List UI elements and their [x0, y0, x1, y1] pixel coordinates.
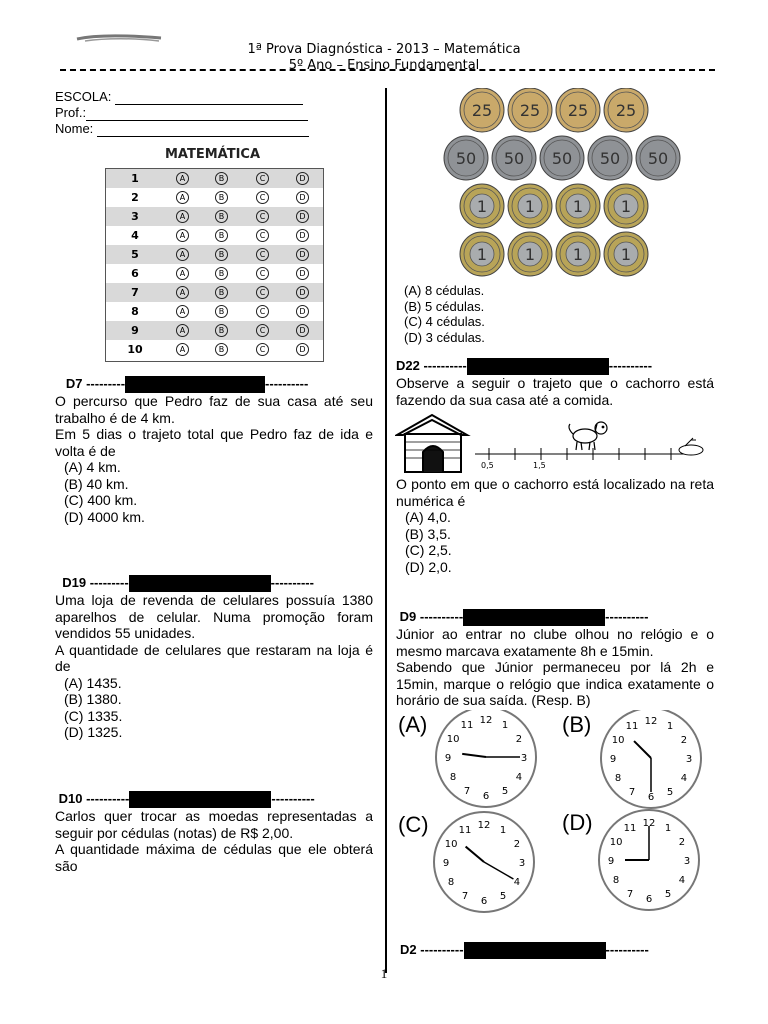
- clock-number: 11: [623, 823, 637, 835]
- option-a[interactable]: (A) 4,0.: [405, 509, 451, 525]
- clock-number: 10: [611, 735, 625, 746]
- question-number: 9: [131, 324, 139, 337]
- coin-icon: [556, 232, 600, 276]
- answer-bubble-c[interactable]: C: [256, 172, 269, 185]
- answer-bubble-d[interactable]: D: [296, 248, 309, 261]
- question-header: D22 ---------- ----------: [396, 358, 714, 375]
- clock-number: 6: [645, 894, 653, 905]
- clock-label: (B): [562, 712, 592, 737]
- option-c[interactable]: (C) 4 cédulas.: [404, 314, 485, 329]
- clock-number: 12: [642, 818, 656, 829]
- clock-number: 9: [444, 753, 452, 764]
- clock-number: 7: [461, 890, 469, 902]
- clock-number: 1: [501, 720, 509, 732]
- question-text: A quantidade máxima de cédulas que ele obterá são: [55, 841, 373, 874]
- clock-number: 2: [515, 734, 523, 745]
- clock-label: (A): [398, 712, 428, 737]
- answer-bubble-c[interactable]: C: [256, 286, 269, 299]
- answer-row: [106, 283, 323, 302]
- answer-bubble-d[interactable]: D: [296, 172, 309, 185]
- coin-value: 50: [647, 149, 669, 168]
- clocks-illustration: [390, 710, 720, 915]
- tick-label: 1,5: [533, 461, 546, 470]
- clock-option-a[interactable]: [398, 710, 536, 807]
- coin-icon: [492, 136, 536, 180]
- answer-bubble-b[interactable]: B: [215, 210, 228, 223]
- option-a[interactable]: (A) 1435.: [64, 674, 122, 691]
- answer-row: [106, 321, 323, 340]
- coin-icon: [604, 184, 648, 228]
- clock-number: 4: [513, 877, 521, 888]
- doghouse-icon: [397, 415, 467, 472]
- clock-number: 12: [477, 820, 491, 831]
- question-header: D10 ---------- ----------: [55, 791, 373, 808]
- answer-bubble-a[interactable]: A: [176, 229, 189, 242]
- question-header: D19 --------- ----------: [55, 575, 373, 592]
- clock-option-d[interactable]: [562, 810, 699, 910]
- coin-value: 1: [620, 245, 632, 264]
- question-number: 8: [131, 305, 139, 318]
- option-c[interactable]: (C) 1335.: [64, 707, 123, 724]
- question-d2: [400, 942, 718, 959]
- answer-row: [106, 302, 323, 321]
- answer-bubble-a[interactable]: A: [176, 343, 189, 356]
- teacher-field[interactable]: Prof.:: [55, 105, 308, 121]
- clock-label: (D): [562, 810, 593, 835]
- answer-bubble-d[interactable]: D: [296, 267, 309, 280]
- answer-bubble-b[interactable]: B: [215, 248, 228, 261]
- coin-icon: [460, 88, 504, 132]
- clock-option-c[interactable]: [398, 812, 534, 912]
- clock-number: 1: [666, 721, 674, 733]
- redaction-bar: [467, 358, 609, 375]
- redaction-bar: [129, 575, 271, 592]
- clock-number: 3: [520, 753, 528, 764]
- answer-sheet-title: MATEMÁTICA: [164, 147, 261, 162]
- coin-value: 50: [455, 149, 477, 168]
- coins-svg: [395, 88, 713, 283]
- question-d10: [55, 791, 373, 874]
- page-number: 1: [380, 966, 388, 981]
- answer-bubble-d[interactable]: D: [296, 286, 309, 299]
- clock-number: 11: [458, 825, 472, 837]
- option-a[interactable]: (A) 8 cédulas.: [404, 283, 485, 298]
- answer-bubble-d[interactable]: D: [296, 343, 309, 356]
- clock-number: 1: [499, 825, 507, 837]
- clock-number: 1: [664, 823, 672, 835]
- dog-icon: [569, 422, 607, 450]
- question-text: Carlos quer trocar as moedas representadas a seguir por cédulas (notas) de R$ 2,00.: [55, 808, 373, 841]
- option-d[interactable]: (D) 1325.: [64, 724, 123, 741]
- exam-title: 1ª Prova Diagnóstica - 2013 – Matemática: [247, 42, 521, 57]
- coin-value: 50: [599, 149, 621, 168]
- coin-icon: [540, 136, 584, 180]
- question-number: 5: [131, 248, 139, 261]
- option-b[interactable]: (B) 3,5.: [405, 525, 451, 542]
- clock-label: (C): [398, 812, 429, 837]
- coin-value: 1: [476, 245, 488, 264]
- answer-bubble-d[interactable]: D: [296, 191, 309, 204]
- question-number: 10: [127, 343, 143, 356]
- clock-number: 8: [447, 877, 455, 888]
- answer-row: [106, 207, 323, 226]
- coin-value: 50: [503, 149, 525, 168]
- clock-number: 11: [625, 721, 639, 733]
- clock-number: 5: [664, 888, 672, 900]
- question-text: O percurso que Pedro faz de sua casa até seu trabalho é de 4 km.: [55, 393, 373, 426]
- coin-value: 1: [572, 245, 584, 264]
- clock-number: 12: [644, 716, 658, 727]
- clock-number: 10: [609, 837, 623, 848]
- question-text: Em 5 dias o trajeto total que Pedro faz de ida e volta é de: [55, 426, 373, 459]
- option-d[interactable]: (D) 3 cédulas.: [404, 329, 485, 345]
- coin-value: 1: [524, 245, 536, 264]
- answer-bubble-b[interactable]: B: [215, 286, 228, 299]
- clock-number: 2: [678, 837, 686, 848]
- option-d[interactable]: (D) 2,0.: [405, 558, 452, 575]
- clock-number: 6: [482, 791, 490, 802]
- answer-bubble-b[interactable]: B: [215, 343, 228, 356]
- clock-option-b[interactable]: [562, 710, 701, 808]
- clock-number: 9: [607, 856, 615, 867]
- answer-bubble-d[interactable]: D: [296, 210, 309, 223]
- question-d10-options: [395, 283, 713, 345]
- answer-bubble-c[interactable]: C: [256, 229, 269, 242]
- coin-value: 25: [471, 101, 493, 120]
- question-number: 1: [131, 172, 139, 185]
- question-text: O ponto em que o cachorro está localizado na reta numérica é: [396, 476, 714, 509]
- answer-bubble-b[interactable]: B: [215, 229, 228, 242]
- clock-number: 10: [444, 839, 458, 850]
- coins-illustration: [395, 88, 713, 283]
- question-header: D7 --------- ----------: [55, 376, 373, 393]
- coin-value: 25: [519, 101, 541, 120]
- school-field[interactable]: ESCOLA:: [55, 89, 303, 105]
- question-number: 2: [131, 191, 139, 204]
- coin-icon: [508, 88, 552, 132]
- question-text: Uma loja de revenda de celulares possuía 1380 aparelhos de celular. Numa promoção foram vendidos 55 unidades.: [55, 592, 373, 642]
- question-d19: [55, 575, 373, 741]
- clock-number: 5: [501, 785, 509, 797]
- coin-value: 1: [524, 197, 536, 216]
- clock-number: 5: [666, 786, 674, 798]
- clock-number: 2: [513, 839, 521, 850]
- answer-bubble-a[interactable]: A: [176, 172, 189, 185]
- coin-icon: [604, 88, 648, 132]
- answer-bubble-b[interactable]: B: [215, 305, 228, 318]
- coin-value: 1: [572, 197, 584, 216]
- answer-bubble-b[interactable]: B: [215, 191, 228, 204]
- clock-number: 10: [446, 734, 460, 745]
- question-d7: [55, 376, 373, 525]
- clock-number: 8: [614, 773, 622, 784]
- clock-number: 4: [515, 772, 523, 783]
- clock-number: 7: [463, 785, 471, 797]
- coin-icon: [460, 184, 504, 228]
- answer-bubble-c[interactable]: C: [256, 210, 269, 223]
- answer-bubble-c[interactable]: C: [256, 191, 269, 204]
- question-d9: [396, 609, 714, 709]
- column-divider: [385, 88, 387, 973]
- coin-icon: [444, 136, 488, 180]
- answer-bubble-c[interactable]: C: [256, 248, 269, 261]
- redaction-bar: [463, 609, 605, 626]
- clock-number: 4: [678, 875, 686, 886]
- answer-row: [106, 188, 323, 207]
- answer-bubble-d[interactable]: D: [296, 324, 309, 337]
- clock-number: 8: [612, 875, 620, 886]
- coin-icon: [460, 232, 504, 276]
- exam-subtitle: 5º Ano – Ensino Fundamental: [288, 58, 480, 73]
- coin-value: 25: [567, 101, 589, 120]
- clock-number: 2: [680, 735, 688, 746]
- answer-bubble-c[interactable]: C: [256, 305, 269, 318]
- name-field[interactable]: Nome:: [55, 121, 309, 137]
- redaction-bar: [464, 942, 606, 959]
- option-d[interactable]: (D) 4000 km.: [64, 508, 145, 525]
- redaction-bar: [125, 376, 265, 393]
- option-a[interactable]: (A) 4 km.: [64, 459, 121, 476]
- number-line-illustration: [395, 410, 713, 475]
- question-text: A quantidade de celulares que restaram na loja é de: [55, 641, 373, 675]
- option-b[interactable]: (B) 1380.: [64, 691, 122, 708]
- clock-number: 4: [680, 773, 688, 784]
- redaction-bar: [129, 791, 271, 808]
- bone-food-icon: [679, 438, 703, 455]
- clock-number: 9: [609, 754, 617, 765]
- coin-icon: [556, 184, 600, 228]
- answer-bubble-d[interactable]: D: [296, 229, 309, 242]
- question-text: Observe a seguir o trajeto que o cachorro está fazendo da sua casa até a comida.: [396, 375, 714, 408]
- clock-number: 7: [626, 888, 634, 900]
- question-text: Júnior ao entrar no clube olhou no relógio e o mesmo marcava exatamente 8h e 15min.: [396, 626, 714, 659]
- question-number: 7: [131, 286, 139, 299]
- question-text: Sabendo que Júnior permaneceu por lá 2h e 15min, marque o relógio que indica exatamente o horário de sua saída. (Resp. B): [396, 659, 714, 709]
- coin-value: 25: [615, 101, 637, 120]
- clock-number: 6: [480, 896, 488, 907]
- answer-row: [106, 169, 323, 188]
- answer-bubble-a[interactable]: A: [176, 267, 189, 280]
- question-number: 6: [131, 267, 139, 280]
- coin-value: 50: [551, 149, 573, 168]
- clocks-svg: [390, 710, 720, 915]
- coin-icon: [604, 232, 648, 276]
- clock-number: 6: [647, 792, 655, 803]
- answer-row: [106, 226, 323, 245]
- answer-bubble-a[interactable]: A: [176, 191, 189, 204]
- clock-number: 9: [442, 858, 450, 869]
- question-header: D9 ---------- ----------: [396, 609, 714, 626]
- coin-icon: [588, 136, 632, 180]
- question-number: 4: [131, 229, 139, 242]
- coin-icon: [636, 136, 680, 180]
- question-d22: [396, 358, 714, 408]
- answer-row: [106, 264, 323, 283]
- option-b[interactable]: (B) 40 km.: [64, 475, 129, 492]
- answer-bubble-a[interactable]: A: [176, 286, 189, 299]
- answer-bubble-d[interactable]: D: [296, 305, 309, 318]
- answer-bubble-a[interactable]: A: [176, 248, 189, 261]
- answer-row: [106, 340, 323, 359]
- coin-value: 1: [476, 197, 488, 216]
- clock-number: 8: [449, 772, 457, 783]
- question-header: D2 ---------- ----------: [400, 942, 718, 959]
- clock-number: 11: [460, 720, 474, 732]
- coin-icon: [508, 184, 552, 228]
- answer-bubble-a[interactable]: A: [176, 210, 189, 223]
- answer-bubble-c[interactable]: C: [256, 343, 269, 356]
- clock-number: 3: [518, 858, 526, 869]
- clock-number: 3: [683, 856, 691, 867]
- clock-number: 3: [685, 754, 693, 765]
- coin-icon: [508, 232, 552, 276]
- question-number: 3: [131, 210, 139, 223]
- answer-bubble-c[interactable]: C: [256, 267, 269, 280]
- coin-icon: [556, 88, 600, 132]
- answer-sheet-grid: [105, 168, 324, 362]
- answer-row: [106, 245, 323, 264]
- option-c[interactable]: (C) 400 km.: [64, 492, 138, 509]
- tick-label: 0,5: [481, 461, 494, 470]
- answer-bubble-a[interactable]: A: [176, 305, 189, 318]
- coin-value: 1: [620, 197, 632, 216]
- answer-bubble-b[interactable]: B: [215, 172, 228, 185]
- clock-number: 12: [479, 715, 493, 726]
- clock-number: 7: [628, 786, 636, 798]
- answer-bubble-a[interactable]: A: [176, 324, 189, 337]
- clock-number: 5: [499, 890, 507, 902]
- answer-bubble-c[interactable]: C: [256, 324, 269, 337]
- option-b[interactable]: (B) 5 cédulas.: [404, 298, 485, 314]
- answer-bubble-b[interactable]: B: [215, 324, 228, 337]
- answer-bubble-b[interactable]: B: [215, 267, 228, 280]
- header-divider: [60, 69, 715, 71]
- question-d22-body: [396, 476, 714, 575]
- option-c[interactable]: (C) 2,5.: [405, 542, 452, 558]
